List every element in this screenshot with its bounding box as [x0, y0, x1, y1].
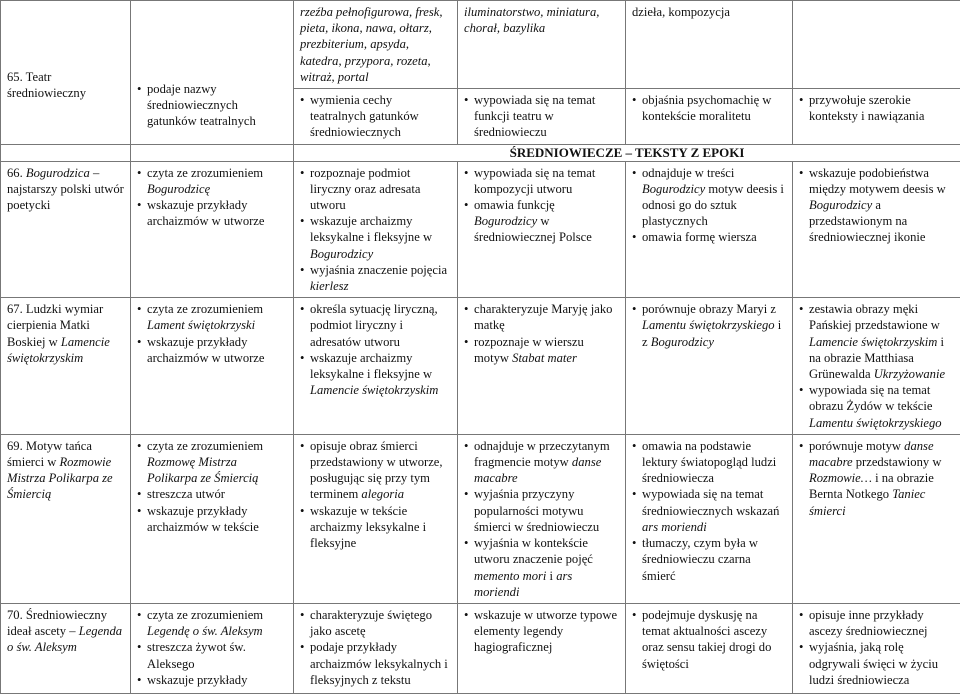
list-item: • wskazuje przykłady archaizmów w utworze	[137, 197, 287, 229]
cell	[793, 161, 960, 298]
cell	[626, 603, 793, 693]
list-item: • porównuje obrazy Maryi z Lamentu świętokrzyskiego i z Bogurodzicy	[632, 301, 786, 350]
list-item: • omawia na podstawie lektury światopogląd ludzi średniowiecza	[632, 438, 786, 487]
cell	[793, 298, 960, 435]
top-terms-cell	[458, 1, 626, 89]
list-item: • wyjaśnia znaczenie pojęcia kierlesz	[300, 262, 451, 294]
list-item: • wskazuje archaizmy leksykalne i fleksyjne w Bogurodzicy	[300, 213, 451, 262]
list-item: • omawia funkcję Bogurodzicy w średniowiecznej Polsce	[464, 197, 619, 246]
list-item: • wskazuje przykłady archaizmów w utworze	[137, 334, 287, 366]
lesson-title: 69. Motyw tańca śmierci w Rozmowie Mistrza Polikarpa ze Śmiercią	[7, 439, 113, 502]
table-row	[1, 603, 960, 693]
cell	[131, 603, 294, 693]
cell	[458, 603, 626, 693]
cell	[131, 298, 294, 435]
list-item: • wymienia cechy teatralnych gatunków średniowiecznych	[300, 92, 451, 141]
list-item: • wskazuje w tekście archaizmy leksykalne i fleksyjne	[300, 503, 451, 552]
list-item: • opisuje obraz śmierci przedstawiony w utworze, posługując się przy tym terminem alegoria	[300, 438, 451, 503]
list-item: • zestawia obrazy męki Pańskiej przedstawione w Lamencie świętokrzyskim i na obrazie Matthiasa Grünewalda Ukrzyżowanie	[799, 301, 954, 382]
list-item: • wskazuje archaizmy leksykalne i fleksyjne w Lamencie świętokrzyskim	[300, 350, 451, 399]
list-item: • przywołuje szerokie konteksty i nawiązania	[799, 92, 954, 124]
cell	[626, 434, 793, 603]
list-item: • wskazuje przykłady archaizmów w tekście	[137, 503, 287, 535]
basic-requirements-cell	[131, 1, 294, 145]
cell	[793, 603, 960, 693]
list-item: • czyta ze zrozumieniem Lament świętokrzyski	[137, 301, 287, 333]
cell	[458, 161, 626, 298]
list-item: • wyjaśnia przyczyny popularności motywu śmierci w średniowieczu	[464, 486, 619, 535]
lesson-title: 65. Teatr średniowieczny	[7, 70, 86, 100]
list-item: • streszcza żywot św. Aleksego	[137, 639, 287, 671]
lesson-title: 67. Ludzki wymiar cierpienia Matki Boskiej w Lamencie świętokrzyskim	[7, 302, 110, 365]
list-item: • wyjaśnia, jaką rolę odgrywali święci w życiu ludzi średniowiecza	[799, 639, 954, 688]
cell	[294, 161, 458, 298]
cell	[458, 434, 626, 603]
list-item: • podaje nazwy średniowiecznych gatunków teatralnych	[137, 81, 287, 130]
list-item: • czyta ze zrozumieniem Legendę o św. Aleksym	[137, 607, 287, 639]
list-item: • czyta ze zrozumieniem Bogurodzicę	[137, 165, 287, 197]
lesson-cell	[1, 434, 131, 603]
cell	[294, 434, 458, 603]
list-item: • opisuje inne przykłady ascezy średniowiecznej	[799, 607, 954, 639]
table-row	[1, 434, 960, 603]
lesson-cell	[1, 1, 131, 145]
list-item: • omawia formę wiersza	[632, 229, 786, 245]
cell	[458, 89, 626, 145]
table-row	[1, 298, 960, 435]
list-item: • porównuje motyw danse macabre przedstawiony w Rozmowie… i na obrazie Bernta Notkego Taniec śmierci	[799, 438, 954, 519]
lesson-cell	[1, 298, 131, 435]
list-item: • wypowiada się na temat obrazu Żydów w tekście Lamentu świętokrzyskiego	[799, 382, 954, 431]
empty-cell	[793, 1, 960, 89]
list-item: • wskazuje podobieństwa między motywem deesis w Bogurodzicy a przedstawionym na średniowiecznej ikonie	[799, 165, 954, 246]
cell	[793, 89, 960, 145]
list-item: • określa sytuację liryczną, podmiot liryczny i adresatów utworu	[300, 301, 451, 350]
top-terms-cell	[294, 1, 458, 89]
cell	[458, 298, 626, 435]
list-item: • wypowiada się na temat kompozycji utworu	[464, 165, 619, 197]
list-item: • objaśnia psychomachię w kontekście moralitetu	[632, 92, 786, 124]
section-header: ŚREDNIOWIECZE – TEKSTY Z EPOKI	[294, 144, 960, 161]
list-item: • wypowiada się na temat funkcji teatru w średniowieczu	[464, 92, 619, 141]
top-terms-cell	[626, 1, 793, 89]
empty-cell	[1, 144, 131, 161]
list-item: • charakteryzuje Maryję jako matkę	[464, 301, 619, 333]
lesson-title: 70. Średniowieczny ideał ascety – Legenda o św. Aleksym	[7, 608, 122, 654]
list-item: • streszcza utwór	[137, 486, 287, 502]
list-item: • tłumaczy, czym była w średniowieczu czarna śmierć	[632, 535, 786, 584]
list-item: • wyjaśnia w kontekście utworu znaczenie pojęć memento mori i ars moriendi	[464, 535, 619, 600]
table-row	[1, 1, 960, 89]
table-row	[1, 161, 960, 298]
list-item: • charakteryzuje świętego jako ascetę	[300, 607, 451, 639]
list-item: • podaje przykłady archaizmów leksykalnych i fleksyjnych z tekstu	[300, 639, 451, 688]
cell	[294, 603, 458, 693]
list-item: • rozpoznaje w wierszu motyw Stabat mater	[464, 334, 619, 366]
table-row	[1, 144, 960, 161]
list-item: • rozpoznaje podmiot liryczny oraz adresata utworu	[300, 165, 451, 214]
list-item: • odnajduje w przeczytanym fragmencie motyw danse macabre	[464, 438, 619, 487]
terms-text: rzeźba pełnofigurowa, fresk, pieta, ikona, nawa, ołtarz, prezbiterium, apsyda, katedra, przypora, rozeta, witraż, portal	[300, 5, 443, 84]
cell	[626, 89, 793, 145]
cell	[793, 434, 960, 603]
cell	[626, 161, 793, 298]
cell	[131, 434, 294, 603]
cell	[131, 161, 294, 298]
lesson-cell	[1, 161, 131, 298]
cell	[294, 298, 458, 435]
cell	[294, 89, 458, 145]
list-item: • podejmuje dyskusję na temat aktualności ascezy oraz sensu takiej drogi do świętości	[632, 607, 786, 672]
list-item: • wskazuje w utworze typowe elementy legendy hagiograficznej	[464, 607, 619, 656]
cell	[626, 298, 793, 435]
list-item: • odnajduje w treści Bogurodzicy motyw deesis i odnosi go do sztuk plastycznych	[632, 165, 786, 230]
list-item: • czyta ze zrozumieniem Rozmowę Mistrza Polikarpa ze Śmiercią	[137, 438, 287, 487]
terms-text: dzieła, kompozycja	[632, 5, 730, 19]
list-item: • wypowiada się na temat średniowiecznych wskazań ars moriendi	[632, 486, 786, 535]
lesson-title: 66. Bogurodzica – najstarszy polski utwór poetycki	[7, 166, 124, 212]
lesson-cell	[1, 603, 131, 693]
terms-text: iluminatorstwo, miniatura, chorał, bazylika	[464, 5, 599, 35]
list-item: • wskazuje przykłady	[137, 672, 287, 688]
empty-cell	[131, 144, 294, 161]
